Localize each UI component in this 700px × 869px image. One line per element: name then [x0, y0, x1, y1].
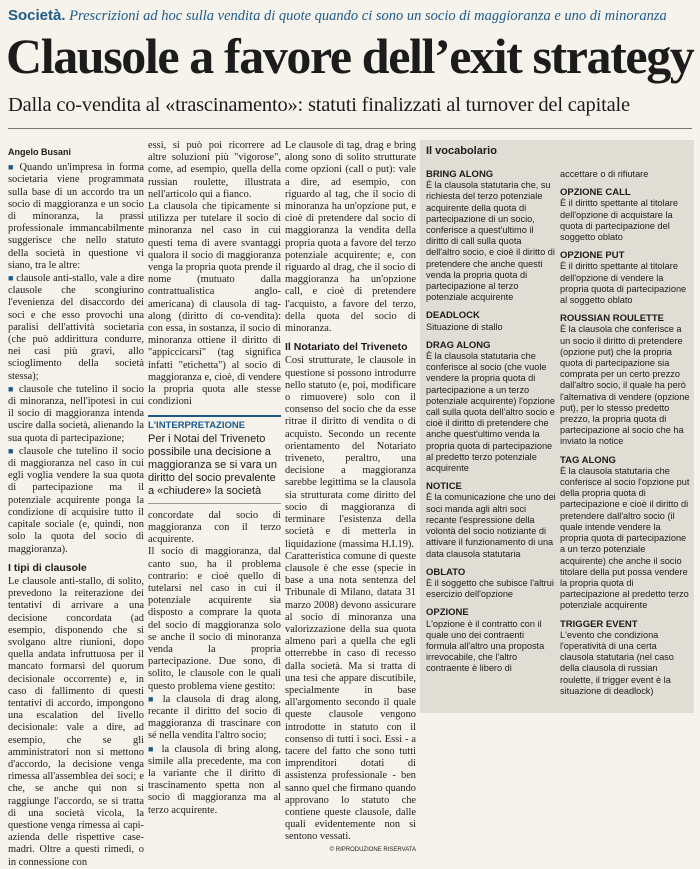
vocab-definition: L'evento che condiziona l'operatività di una certa clausola statutaria (nel caso della clausola di russian roulette, il trigger event è la situazione di deadlock) — [560, 629, 674, 696]
vocabulary-column-left — [426, 162, 556, 675]
paragraph: Le clausole di tag, drag e bring along sono di solito strutturate come opzioni (call o put): vale a dire, ad esempio, con riguardo al tag, che il socio di minoranza ha un'opzione put, e cioè di pretendere dal socio di maggioranza la vendita della propria quota a favore del terzo potenziale acquirente; e, con riguardo al drag, che il socio di maggioranza ha un'opzione call, e cioè di pretendere l'acquisto, a favore del terzo, della quota del socio di minoranza. — [285, 140, 416, 335]
bullet-icon: ■ — [8, 445, 20, 456]
section-label: Società. — [8, 7, 66, 24]
bullet-item: ■ clausole che tutelino il socio di maggioranza nel caso in cui egli voglia vendere la sua quota di partecipazione ma il potenziale acquirente ponga la condizione di acquisire tutto il capitale sociale (e, quindi, non solo la quota del socio di maggioranza). — [8, 445, 145, 555]
bullet-item: ■ clausole anti-stallo, vale a dire clausole che scongiurino l'evenienza del disaccordo dei soci e che esso provochi una paralisi dell'attività societaria (che può addirittura condurre, nei casi più gravi, allo scioglimento della società stessa); — [8, 273, 145, 382]
paragraph: Così strutturate, le clausole in questione si possono introdurre nello statuto (e, poi, modificare o rimuovere) solo con il consenso del socio che da esse ritrae il diritto di vendita o di acquisto. Secondo un recente orientamento del Notariato triveneto, peraltro, una decisione a maggioranza sarebbe legittima se la clausola sia strutturata come diritto del socio di maggioranza di terminare l'esistenza della società e di metterla in liquidazione (massima H.I.19). — [285, 355, 416, 550]
vocab-definition: L'opzione è il contratto con il quale uno dei contraenti formula all'altro una proposta irrevocabile, che l'altro contraente è libero di — [426, 618, 545, 674]
vocab-term: DRAG ALONG — [426, 339, 491, 351]
vocab-definition: Situazione di stallo — [426, 321, 503, 332]
vocab-definition: È la clausola statutaria che conferisce al socio (che vuole vendere la propria quota di partecipazione a un terzo potenziale acquirente) l'opzione call sulla quota dell'altro socio e cioè il diritto di pretendere che anche quest'ultimo venda la propria quota di partecipazione al predetto terzo potenziale acquirente — [426, 351, 555, 474]
bullet-icon: ■ — [8, 162, 20, 173]
author-byline: Angelo Busani — [8, 147, 72, 157]
bullet-item: ■ clausole che tutelino il socio di minoranza, nell'ipotesi in cui il socio di maggioranza intenda uscire dalla società, alienando la sua quota di partecipazione; — [8, 383, 145, 444]
vocab-term: OPZIONE — [426, 607, 469, 619]
vocab-term: DEADLOCK — [426, 310, 480, 322]
vocab-definition: È il soggetto che subisce l'altrui esercizio dell'opzione — [426, 577, 554, 600]
paragraph: Caratteristica comune di queste clausole è che esse (specie in base a una nota sentenza del Tribunale di Milano, datata 31 marzo 2008) devono assicurare al socio di minoranza una valorizzazione della sua quota almeno pari a quella che egli otterrebbe in caso di recesso dalla società. Ma si tratta di una tesi che appare discutibile, specialmente in base all'argomento secondo il quale queste clausole vengono introdotte in statuto con il consenso di tutti i soci. Essi - a tacere del fatto che sono tutti imprenditori dotati di assistenza professionale - ben sanno quel che firmano quando approvano lo statuto che contiene queste clausole, dalle quali evidentemente non si sentono vessati. — [285, 550, 416, 843]
bullet-item: ■ la clausola di drag along, recante il diritto del socio di maggioranza di trascinare con sé nella vendita l'altro socio; — [148, 693, 281, 742]
bullet-icon: ■ — [148, 693, 163, 704]
header-rule — [8, 128, 692, 129]
vocab-definition: È il diritto spettante al titolare dell'opzione di vendere la propria quota di partecipazione al soggetto oblato — [560, 261, 687, 306]
copyright-note: © RIPRODUZIONE RISERVATA — [329, 846, 416, 853]
pull-quote-title: L'INTERPRETAZIONE — [148, 420, 246, 432]
bullet-icon: ■ — [8, 273, 17, 284]
vocabulary-column-right — [560, 162, 690, 697]
article-column-3 — [285, 140, 416, 856]
paragraph: ■ Quando un'impresa in forma societaria viene programmata sulla base di un accordo tra un socio di maggioranza e un socio di minoranza, la prassi professionale immancabilmente suggerisce che nello statuto della società in questione vi siano, tra le altre: — [8, 162, 144, 271]
pull-quote — [148, 415, 281, 503]
vocab-definition-continued: accettare o di rifiutare — [560, 169, 649, 179]
vocab-definition: È la clausola statutaria che conferisce al socio l'opzione put della propria quota di partecipazione e cioè il diritto di pretendere dall'altro socio (il quale intende vendere la propria quota di partecipazione a un terzo potenziale acquirente) che anche il socio titolare della put possa vendere la propria quota di partecipazione al predetto terzo potenziale acquirente — [560, 465, 690, 611]
paragraph: concordate dal socio di maggioranza con il terzo acquirente. — [148, 509, 281, 546]
paragraph: essi, si può poi ricorrere ad altre soluzioni più "vigorose", come, ad esempio, quella della russian roulette, illustrata nell'articolo qui a fianco. — [148, 140, 281, 200]
headline: Clausole a favore dell’exit strategy — [6, 28, 694, 84]
vocabulary-box — [420, 140, 694, 713]
vocab-definition: È la clausola che conferisce a un socio il diritto di pretendere (opzione put) che la propria quota di partecipazione sia comprata per un certo prezzo dall'altro socio, il quale ha però l'alternativa di vendere (opzione put), per lo stesso predetto prezzo, la propria quota di partecipazione al socio che ha inviato la notice — [560, 324, 690, 447]
paragraph: Le clausole anti-stallo, di solito, prevedono la reiterazione dei tentativi di arrivare a una decisione concordata (ad esempio, disponendo che si svolgano altre riunioni, dopo quella andata infruttuosa per il mancato formarsi del quorum decisionale occorrente) e, in caso di fallimento di questi tentativi di accordo, impongono una escalation del livello decisionale: vale a dire, ad esempio, che se gli amministratori non si mettono d'accordo, la decisione venga rimessa all'assemblea dei soci; e che, se anche qui non si raggiunge l'accordo, se si tratta di una società vicola, la questione venga rimessa ai capi-azienda delle rispettive case-madri. Oltre a questi rimedi, o in connessione con — [8, 575, 144, 868]
subheadline: Dalla co-vendita al «trascinamento»: statuti finalizzati al turnover del capitale — [8, 94, 630, 116]
kicker — [8, 7, 694, 25]
vocab-term: OPZIONE PUT — [560, 250, 625, 262]
bullet-icon: ■ — [148, 743, 162, 754]
pull-quote-text: Per i Notai del Triveneto possibile una decisione a maggioranza se si vara un diritto del socio prevalente a «chiudere» la società — [148, 432, 278, 498]
vocab-term: OBLATO — [426, 566, 466, 578]
vocab-term: BRING ALONG — [426, 169, 494, 180]
paragraph: La clausola che tipicamente si utilizza per tutelare il socio di minoranza nel caso in cui questi tema di avere svantaggi qualora il socio di maggioranza venga la propria quota prende il nome (mutuato dalla contrattualistica anglo-americana) di clausola di tag-along (diritto di co-vendita): con essa, in sostanza, il socio di minoranza ottiene il diritto di "appiccicarsi" (tag significa infatti "etichetta") al socio di maggioranza e, cioè, di vendere la propria quota alle stesse condizioni — [148, 201, 281, 408]
paragraph: Il socio di maggioranza, dal canto suo, ha il problema contrario: e cioè quello di tutelarsi nel caso in cui il potenziale acquirente sia disposto a comprare la quota del socio di maggioranza solo se anche il socio di minoranza venda la propria partecipazione. Due sono, di solito, le clausole con le quali questo problema viene gestito: — [148, 546, 281, 692]
vocab-term: TRIGGER EVENT — [560, 618, 638, 630]
vocab-term: OPZIONE CALL — [560, 187, 631, 199]
article-column-2 — [148, 140, 281, 817]
subheading: Il Notariato del Triveneto — [285, 341, 408, 354]
subheading: I tipi di clausole — [8, 561, 87, 574]
vocab-definition: È la clausola statutaria che, su richiesta del terzo potenziale acquirente della quota di partecipazione di un socio, conferisce a quest'ultimo il diritto di call sulla quota dell'altro socio, e cioè il diritto di pretendere che anche questi venda la propria quota di partecipazione al terzo potenziale acquirente — [426, 180, 555, 303]
bullet-item: ■ la clausola di bring along, simile alla precedente, ma con la variante che il diritto di trascinamento spetta non al socio di maggioranza ma al terzo acquirente. — [148, 743, 281, 816]
vocab-term: TAG ALONG — [560, 454, 616, 466]
vocab-definition: È il diritto spettante al titolare dell'opzione di acquistare la quota di partecipazione del soggetto oblato — [560, 198, 678, 243]
vocab-term: NOTICE — [426, 481, 462, 493]
article-column-1 — [8, 140, 144, 869]
kicker-text: Prescrizioni ad hoc sulla vendita di quote quando ci sono un socio di maggioranza e uno di minoranza — [69, 8, 667, 24]
vocab-definition: È la comunicazione che uno dei soci manda agli altri soci recante l'espressione della volontà del socio notiziante di attivare il funzionamento di una data clausola statutaria — [426, 492, 556, 559]
vocabulary-title: Il vocabolario — [426, 145, 497, 157]
bullet-icon: ■ — [8, 383, 20, 394]
vocab-term: ROUSSIAN ROULETTE — [560, 313, 664, 325]
